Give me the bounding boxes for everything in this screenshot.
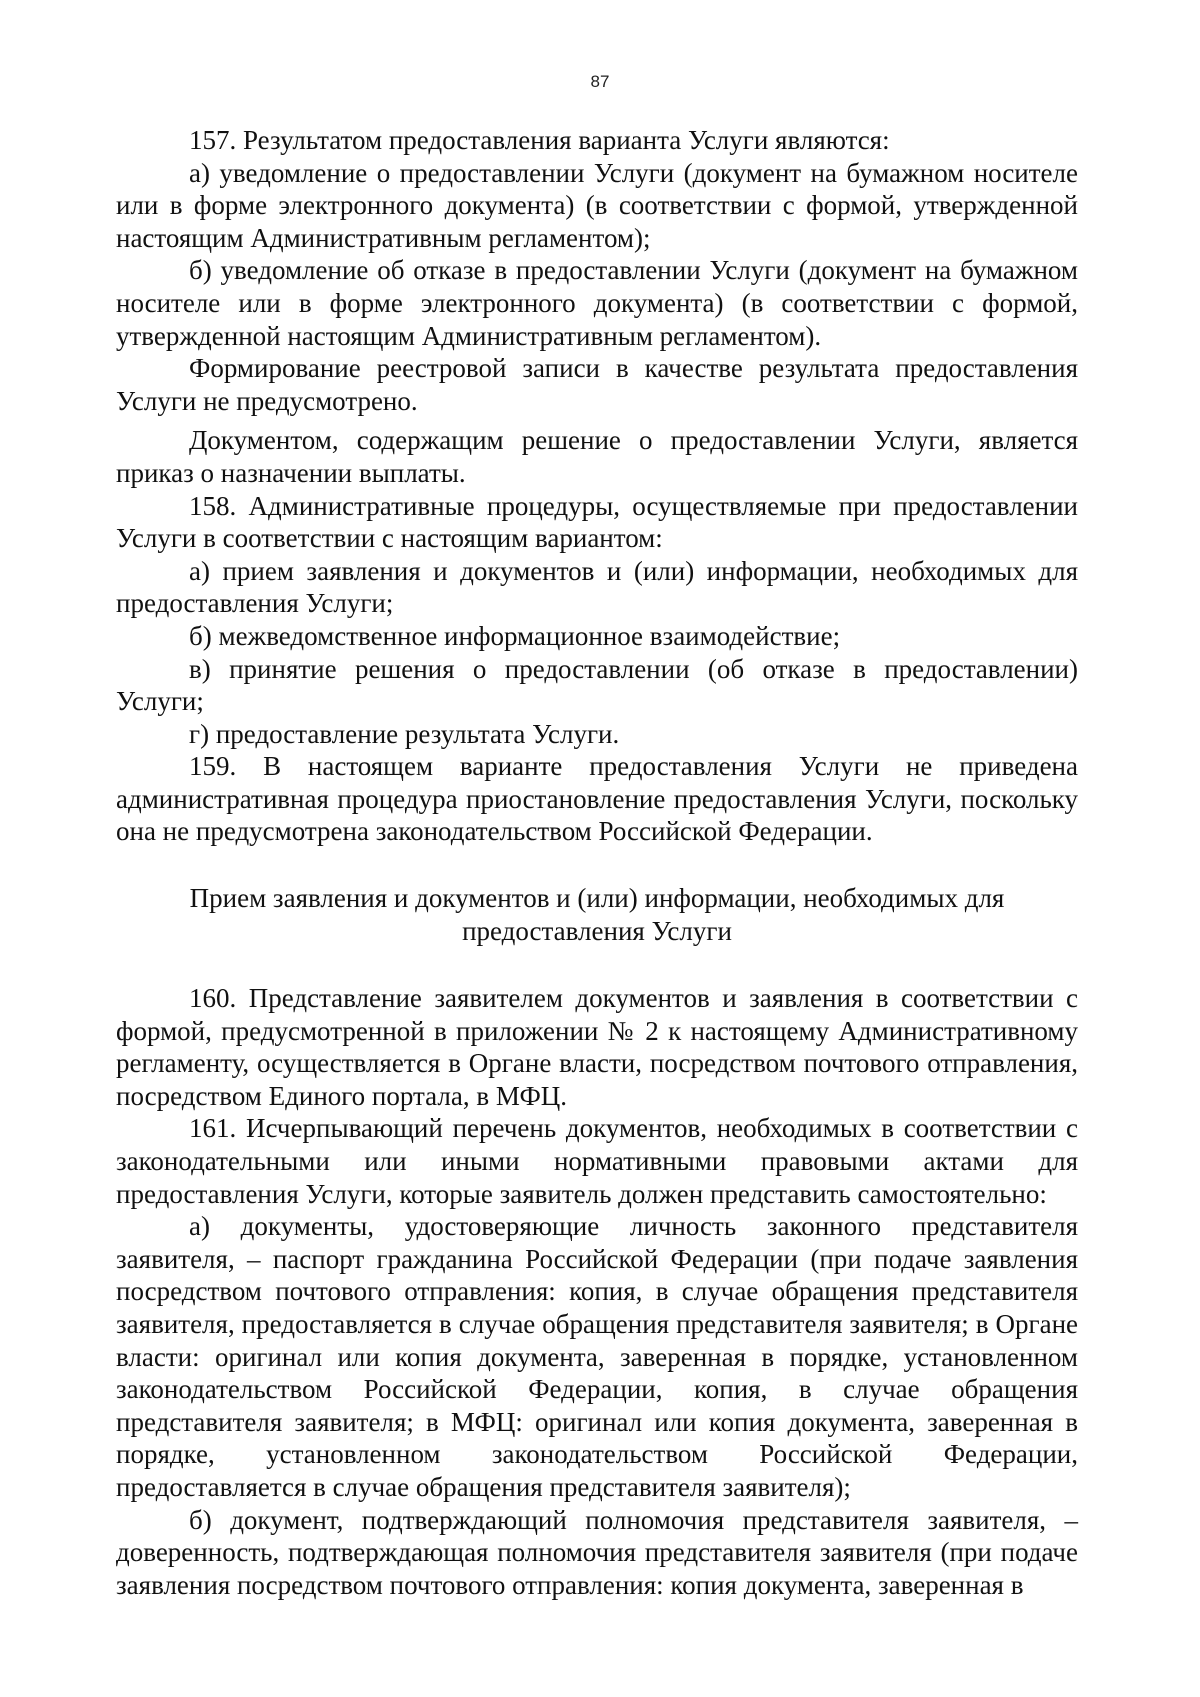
paragraph: 160. Представление заявителем документов и заявления в соответствии с формой, предусмотренной в приложении № 2 к настоящему Административному регламенту, осуществляется в Органе власти, посредством почтового отправления, посредством Единого портала, в МФЦ. — [116, 983, 1078, 1111]
paragraph: 161. Исчерпывающий перечень документов, необходимых в соответствии с законодательными или иными нормативными правовыми актами для предоставления Услуги, которые заявитель должен представить самостоятельно: — [116, 1113, 1078, 1209]
page-number: 87 — [590, 72, 610, 91]
paragraph: г) предоставление результата Услуги. — [189, 718, 620, 749]
paragraph: в) принятие решения о предоставлении (об отказе в предоставлении) Услуги; — [116, 653, 1078, 717]
paragraph: Документом, содержащим решение о предоставлении Услуги, является приказ о назначении выплаты. — [116, 425, 1078, 488]
paragraph: Формирование реестровой записи в качестве результата предоставления Услуги не предусмотрено. — [116, 353, 1078, 416]
paragraph: 159. В настоящем варианте предоставления Услуги не приведена административная процедура приостановление предоставления Услуги, поскольку она не предусмотрена законодательством Российской Федерации. — [116, 751, 1078, 847]
paragraph: а) документы, удостоверяющие личность законного представителя заявителя, – паспорт гражданина Российской Федерации (при подаче заявления посредством почтового отправления: копия, в случае обращения представителя заявителя, предоставляется в случае обращения представителя заявителя; в Органе власти: оригинал или копия документа, заверенная в порядке, установленном законодательством Российской Федерации, копия, в случае обращения представителя заявителя; в МФЦ: оригинал или копия документа, заверенная в порядке, установленном законодательством Российской Федерации, предоставляется в случае обращения представителя заявителя); — [116, 1211, 1078, 1502]
paragraph: 158. Административные процедуры, осуществляемые при предоставлении Услуги в соответствии с настоящим вариантом: — [116, 490, 1078, 554]
paragraph: а) уведомление о предоставлении Услуги (документ на бумажном носителе или в форме электронного документа) (в соответствии с формой, утвержденной настоящим Административным регламентом); — [116, 157, 1078, 253]
paragraphs-before — [116, 124, 1078, 848]
paragraph: б) документ, подтверждающий полномочия представителя заявителя, – доверенность, подтверждающая полномочия представителя заявителя (при подаче заявления посредством почтового отправления: копия документа, заверенная в — [116, 1504, 1078, 1600]
section-heading: Прием заявления и документов и (или) информации, необходимых для предоставления Услуги — [189, 883, 1005, 947]
paragraph: а) прием заявления и документов и (или) информации, необходимых для предоставления Услуги; — [116, 555, 1078, 619]
document-body — [116, 124, 1078, 1601]
paragraph: б) уведомление об отказе в предоставлении Услуги (документ на бумажном носителе или в форме электронного документа) (в соответствии с формой, утвержденной настоящим Административным регламентом). — [116, 255, 1078, 351]
paragraphs-after — [116, 982, 1078, 1601]
paragraph: б) межведомственное информационное взаимодействие; — [189, 620, 841, 651]
paragraph: 157. Результатом предоставления варианта Услуги являются: — [189, 125, 890, 155]
